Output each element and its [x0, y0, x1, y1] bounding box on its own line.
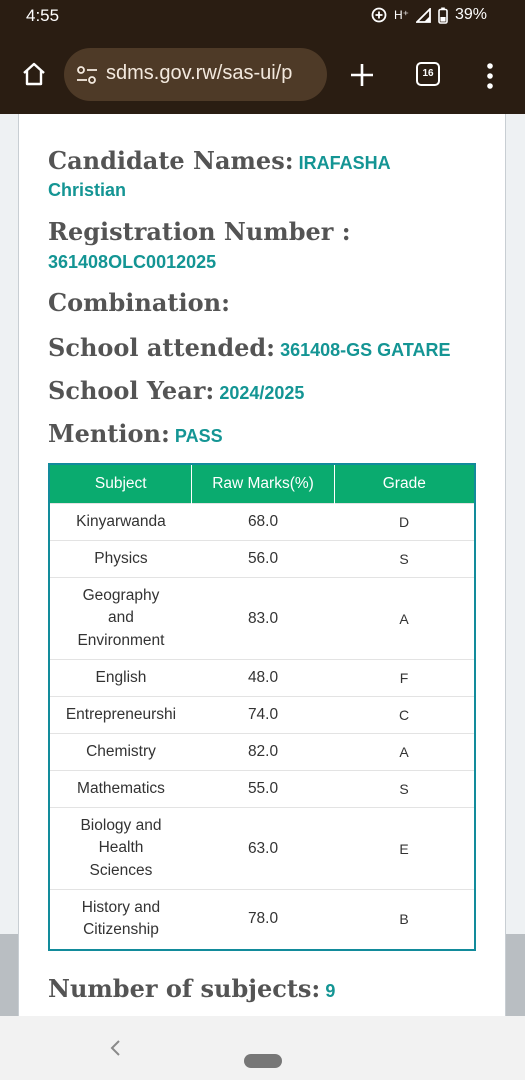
browser-toolbar: [0, 36, 525, 114]
candidate-names-continued: [48, 180, 126, 201]
table-row: [49, 771, 475, 808]
school-year-row: [48, 376, 304, 405]
battery-percent: 39%: [454, 6, 487, 23]
grade-cell: B: [334, 890, 475, 950]
candidate-first-name: IRAFASHA: [298, 153, 391, 173]
marks-cell: 74.0: [192, 697, 334, 734]
mention-value: PASS: [174, 426, 223, 446]
new-tab-button[interactable]: [349, 62, 375, 88]
marks-cell: 55.0: [192, 771, 334, 808]
grade-cell: A: [334, 578, 475, 660]
mention-row: [48, 419, 223, 448]
subject-cell: English: [49, 660, 192, 697]
combination-label: Combination:: [48, 288, 230, 317]
subject-cell: Kinyarwanda: [49, 504, 192, 541]
plus-icon: [349, 62, 375, 88]
subject-cell: Geography and Environment: [49, 578, 192, 660]
tab-switcher-button[interactable]: 16: [416, 62, 440, 86]
registration-label: Registration Number :: [48, 217, 351, 246]
more-vert-icon: [484, 62, 496, 90]
subject-count-label: Number of subjects:: [48, 974, 321, 1003]
header-grade: Grade: [334, 464, 475, 504]
marks-cell: 56.0: [192, 541, 334, 578]
results-card: [18, 114, 506, 1016]
home-icon: [20, 60, 48, 88]
grade-cell: C: [334, 697, 475, 734]
school-row: [48, 333, 451, 362]
candidate-second-name: Christian: [48, 180, 127, 200]
table-row: [49, 734, 475, 771]
table-row: [49, 697, 475, 734]
table-row: [49, 541, 475, 578]
subject-count-row: [48, 974, 335, 1003]
registration-label-row: [48, 217, 351, 246]
candidate-names-row: [48, 146, 391, 175]
subject-cell: History and Citizenship: [49, 890, 192, 950]
status-bar: [0, 0, 525, 36]
school-year-label: School Year:: [48, 376, 215, 405]
results-table: [48, 463, 476, 951]
table-header-row: [49, 464, 475, 504]
subject-cell: Entrepreneurshi: [49, 697, 192, 734]
school-label: School attended:: [48, 333, 276, 362]
grade-cell: S: [334, 541, 475, 578]
subject-cell: Biology and Health Sciences: [49, 808, 192, 890]
marks-cell: 82.0: [192, 734, 334, 771]
grade-cell: S: [334, 771, 475, 808]
subject-count-value: 9: [325, 981, 336, 1001]
url-text: sdms.gov.rw/sas-ui/p: [106, 62, 293, 84]
marks-cell: 48.0: [192, 660, 334, 697]
address-bar[interactable]: [64, 48, 327, 101]
home-gesture-pill[interactable]: [244, 1054, 282, 1068]
table-row: [49, 808, 475, 890]
marks-cell: 83.0: [192, 578, 334, 660]
marks-cell: 78.0: [192, 890, 334, 950]
overflow-menu-button[interactable]: [484, 62, 496, 90]
chevron-left-icon: [108, 1038, 122, 1058]
header-raw-marks: Raw Marks(%): [192, 464, 334, 504]
marks-cell: 63.0: [192, 808, 334, 890]
subject-cell: Physics: [49, 541, 192, 578]
status-time: 4:55: [26, 6, 60, 25]
back-button[interactable]: [108, 1038, 122, 1062]
mention-label: Mention:: [48, 419, 170, 448]
table-row: [49, 578, 475, 660]
home-button[interactable]: [20, 60, 48, 88]
signal-icon: [416, 8, 431, 23]
registration-value-row: [48, 252, 216, 273]
table-row: [49, 504, 475, 541]
subject-cell: Mathematics: [49, 771, 192, 808]
side-margin: [504, 934, 525, 1016]
candidate-names-label: Candidate Names:: [48, 146, 294, 175]
school-value: 361408-GS GATARE: [280, 340, 451, 360]
site-settings-icon[interactable]: [76, 65, 98, 85]
grade-cell: E: [334, 808, 475, 890]
network-type: H⁺: [393, 8, 409, 22]
header-subject: Subject: [49, 464, 192, 504]
grade-cell: F: [334, 660, 475, 697]
table-row: [49, 890, 475, 950]
system-nav-bar: [0, 1016, 525, 1080]
grade-cell: A: [334, 734, 475, 771]
status-icons: [371, 6, 487, 24]
subject-cell: Chemistry: [49, 734, 192, 771]
school-year-value: 2024/2025: [219, 383, 305, 403]
data-saver-icon: [371, 7, 387, 23]
combination-row: [48, 288, 230, 317]
registration-number: 361408OLC0012025: [48, 252, 217, 272]
table-row: [49, 660, 475, 697]
page-content: [0, 114, 525, 1016]
battery-icon: [438, 7, 448, 24]
grade-cell: D: [334, 504, 475, 541]
side-margin: [0, 934, 18, 1016]
marks-cell: 68.0: [192, 504, 334, 541]
